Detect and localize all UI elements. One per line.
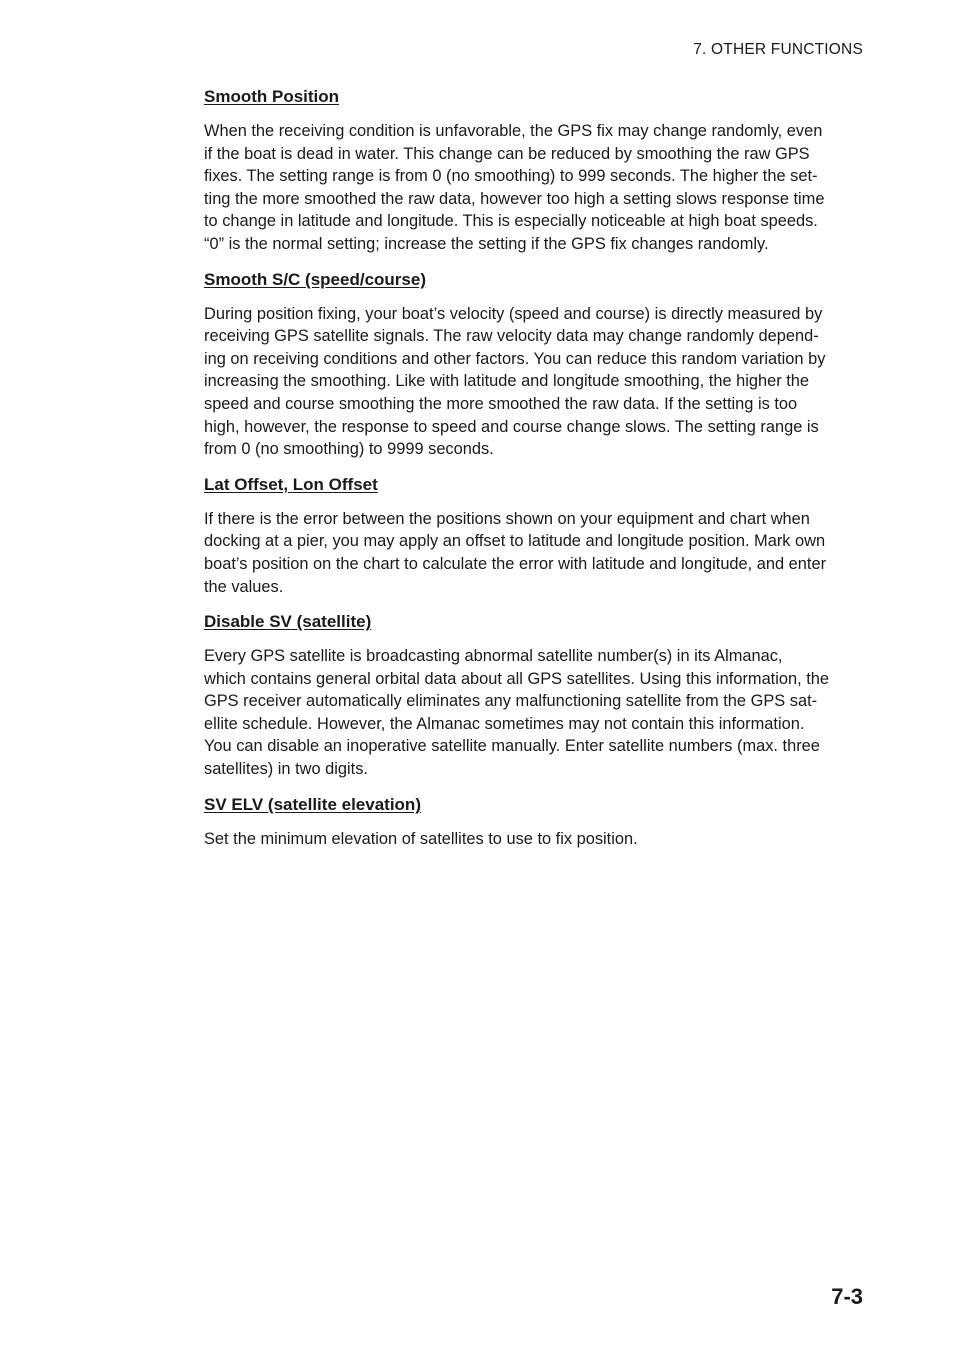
section-heading: Smooth Position [204,87,340,106]
section-smooth-sc [204,269,866,461]
page-content [204,86,866,863]
section-heading: Disable SV (satellite) [204,612,372,632]
section-lat-lon-offset [204,474,866,598]
section-body: Every GPS satellite is broadcasting abnormal satellite number(s) in its Almanac, which contains general orbital data about all GPS satellites. Using this information, the GPS receiver automatically eliminates any malfunctioning satellite from the GPS sat- ellite schedule. However, the Almanac sometimes may not contain this information. You can disable an inoperative satellite manually. Enter satellite numbers (max. three satellites) in two digits. [204,647,830,779]
section-body: Set the minimum elevation of satellites to use to fix position. [204,829,638,848]
section-heading: Smooth S/C (speed/course) [204,269,426,289]
section-sv-elv [204,794,866,851]
section-disable-sv [204,611,866,781]
section-heading: Lat Offset, Lon Offset [204,474,378,494]
section-body: When the receiving condition is unfavorable, the GPS fix may change randomly, even if the boat is dead in water. This change can be reduced by smoothing the raw GPS fixes. The setting range is from 0 (no smoothing) to 999 seconds. The higher the set- ting the more smoothed the raw data, however too high a setting slows response time to change in latitude and longitude. This is especially noticeable at high boat speeds. “0” is the normal setting; increase the setting if the GPS fix changes randomly. [204,122,825,253]
page-number: 7-3 [831,1284,863,1309]
running-header: 7. OTHER FUNCTIONS [693,41,863,58]
section-body: If there is the error between the positions shown on your equipment and chart when docking at a pier, you may apply an offset to latitude and longitude position. Mark own boat’s position on the chart to calculate the error with latitude and longitude, and enter the values. [204,509,827,596]
section-smooth-position [204,86,866,256]
section-heading: SV ELV (satellite elevation) [204,794,421,814]
section-body: During position fixing, your boat’s velocity (speed and course) is directly measured by receiving GPS satellite signals. The raw velocity data may change randomly depend- ing on receiving conditions and other factors. You can reduce this random variation by increasing the smoothing. Like with latitude and longitude smoothing, the higher the speed and course smoothing the more smoothed the raw data. If the setting is too high, however, the response to speed and course change slows. The setting range is from 0 (no smoothing) to 9999 seconds. [204,304,826,459]
